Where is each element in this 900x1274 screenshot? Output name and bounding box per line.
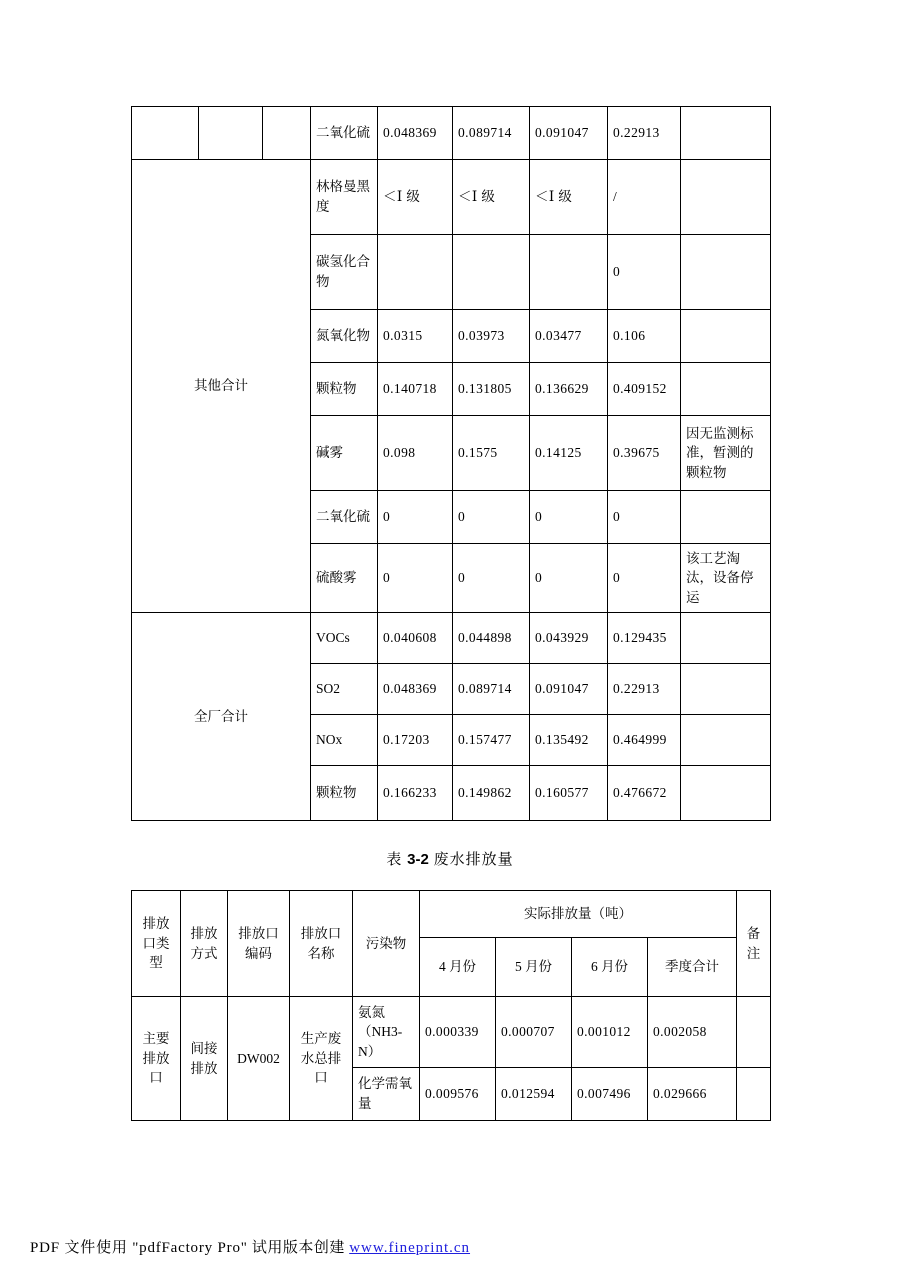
cell-month4: 0.0315 (378, 310, 453, 363)
cell-pollutant: 二氧化硫 (311, 107, 378, 160)
footer-prefix: PDF 文件使用 (30, 1240, 133, 1256)
cell-remark: 该工艺淘汰，设备停运 (681, 544, 771, 613)
cell-pollutant: 氮氧化物 (311, 310, 378, 363)
header-remark: 备注 (737, 891, 771, 997)
table-row (132, 160, 771, 235)
cell-month6 (530, 235, 608, 310)
cell-month5: ＜Ⅰ 级 (453, 160, 530, 235)
cell-month4: 0 (378, 491, 453, 544)
cell-month6: 0.14125 (530, 416, 608, 491)
header-month4: 4 月份 (420, 938, 496, 997)
header-quarter-total: 季度合计 (648, 938, 737, 997)
cell-empty-outlet-code (263, 107, 311, 160)
cell-month4: 0.048369 (378, 107, 453, 160)
cell-month5: 0.149862 (453, 766, 530, 821)
cell-month6: 0.091047 (530, 107, 608, 160)
cell-quarter-total: 0.22913 (608, 107, 681, 160)
cell-outlet-name: 生产废水总排口 (290, 997, 353, 1121)
cell-month6: 0.091047 (530, 664, 608, 715)
cell-empty-discharge-mode (199, 107, 263, 160)
cell-quarter-total: 0 (608, 544, 681, 613)
cell-month5: 0.131805 (453, 363, 530, 416)
cell-pollutant: 碳氢化合物 (311, 235, 378, 310)
cell-quarter-total: 0.129435 (608, 613, 681, 664)
cell-quarter-total: 0.22913 (608, 664, 681, 715)
cell-remark (681, 363, 771, 416)
cell-remark (737, 997, 771, 1068)
cell-discharge-mode: 间接排放 (181, 997, 228, 1121)
header-month5: 5 月份 (496, 938, 572, 997)
cell-remark (681, 715, 771, 766)
table-row (132, 107, 771, 160)
cell-pollutant: SO2 (311, 664, 378, 715)
cell-month6: 0.043929 (530, 613, 608, 664)
cell-month4: ＜Ⅰ 级 (378, 160, 453, 235)
cell-quarter-total: 0.106 (608, 310, 681, 363)
cell-pollutant: VOCs (311, 613, 378, 664)
group-label-other-total: 其他合计 (132, 160, 311, 613)
cell-month5: 0.157477 (453, 715, 530, 766)
cell-quarter-total: 0.409152 (608, 363, 681, 416)
table-row (132, 997, 771, 1068)
cell-month6: 0 (530, 491, 608, 544)
cell-month4: 0.166233 (378, 766, 453, 821)
cell-month5: 0 (453, 491, 530, 544)
cell-pollutant: 颗粒物 (311, 363, 378, 416)
cell-month4: 0.040608 (378, 613, 453, 664)
header-outlet-code: 排放口编码 (228, 891, 290, 997)
cell-quarter-total: 0.464999 (608, 715, 681, 766)
cell-month5 (453, 235, 530, 310)
cell-month4: 0.000339 (420, 997, 496, 1068)
header-outlet-name: 排放口名称 (290, 891, 353, 997)
cell-month4: 0.17203 (378, 715, 453, 766)
table-caption-3-2 (0, 848, 900, 869)
cell-quarter-total: 0 (608, 235, 681, 310)
cell-outlet-type: 主要排放口 (132, 997, 181, 1121)
cell-month5: 0.012594 (496, 1068, 572, 1121)
header-outlet-type: 排放口类型 (132, 891, 181, 997)
cell-month5: 0.000707 (496, 997, 572, 1068)
cell-month6: 0 (530, 544, 608, 613)
table-header-row (132, 891, 771, 938)
cell-remark: 因无监测标准，暂测的颗粒物 (681, 416, 771, 491)
cell-month5: 0.03973 (453, 310, 530, 363)
wastewater-emission-table (131, 890, 771, 1121)
cell-pollutant: 碱雾 (311, 416, 378, 491)
cell-month4: 0.009576 (420, 1068, 496, 1121)
cell-remark (681, 766, 771, 821)
cell-remark (681, 160, 771, 235)
cell-remark (681, 310, 771, 363)
caption-title: 废水排放量 (428, 852, 514, 868)
cell-month6: 0.135492 (530, 715, 608, 766)
fineprint-link[interactable]: www.fineprint.cn (349, 1240, 471, 1256)
cell-pollutant: 硫酸雾 (311, 544, 378, 613)
cell-pollutant: 林格曼黑度 (311, 160, 378, 235)
cell-quarter-total: 0.476672 (608, 766, 681, 821)
cell-month6: 0.007496 (572, 1068, 648, 1121)
cell-month5: 0.1575 (453, 416, 530, 491)
cell-remark (681, 235, 771, 310)
cell-month4 (378, 235, 453, 310)
cell-month6: 0.001012 (572, 997, 648, 1068)
header-month6: 6 月份 (572, 938, 648, 997)
group-label-plant-total: 全厂合计 (132, 613, 311, 821)
pdf-factory-footer (30, 1236, 470, 1257)
cell-month4: 0.140718 (378, 363, 453, 416)
header-actual-emission: 实际排放量（吨） (420, 891, 737, 938)
cell-remark (681, 107, 771, 160)
cell-month5: 0 (453, 544, 530, 613)
caption-prefix: 表 (386, 852, 408, 868)
cell-month6: 0.160577 (530, 766, 608, 821)
cell-pollutant: NOx (311, 715, 378, 766)
cell-remark (681, 664, 771, 715)
cell-month5: 0.089714 (453, 107, 530, 160)
cell-quarter-total: 0.002058 (648, 997, 737, 1068)
air-emission-table (131, 106, 771, 821)
cell-pollutant: 化学需氧量 (353, 1068, 420, 1121)
cell-quarter-total: 0 (608, 491, 681, 544)
cell-month4: 0 (378, 544, 453, 613)
cell-remark (681, 613, 771, 664)
cell-month4: 0.098 (378, 416, 453, 491)
cell-month4: 0.048369 (378, 664, 453, 715)
cell-outlet-code: DW002 (228, 997, 290, 1121)
footer-product-name: "pdfFactory Pro" (132, 1240, 248, 1256)
header-discharge-mode: 排放方式 (181, 891, 228, 997)
table-row (132, 613, 771, 664)
cell-empty-outlet-type (132, 107, 199, 160)
cell-month6: 0.136629 (530, 363, 608, 416)
cell-quarter-total: 0.029666 (648, 1068, 737, 1121)
cell-month5: 0.044898 (453, 613, 530, 664)
cell-pollutant: 氨氮（NH3-N） (353, 997, 420, 1068)
cell-month6: ＜Ⅰ 级 (530, 160, 608, 235)
cell-month5: 0.089714 (453, 664, 530, 715)
cell-quarter-total: / (608, 160, 681, 235)
cell-remark (681, 491, 771, 544)
cell-pollutant: 颗粒物 (311, 766, 378, 821)
cell-quarter-total: 0.39675 (608, 416, 681, 491)
footer-suffix: 试用版本创建 (247, 1240, 350, 1256)
header-pollutant: 污染物 (353, 891, 420, 997)
cell-remark (737, 1068, 771, 1121)
cell-month6: 0.03477 (530, 310, 608, 363)
caption-number: 3-2 (407, 851, 429, 868)
cell-pollutant: 二氧化硫 (311, 491, 378, 544)
